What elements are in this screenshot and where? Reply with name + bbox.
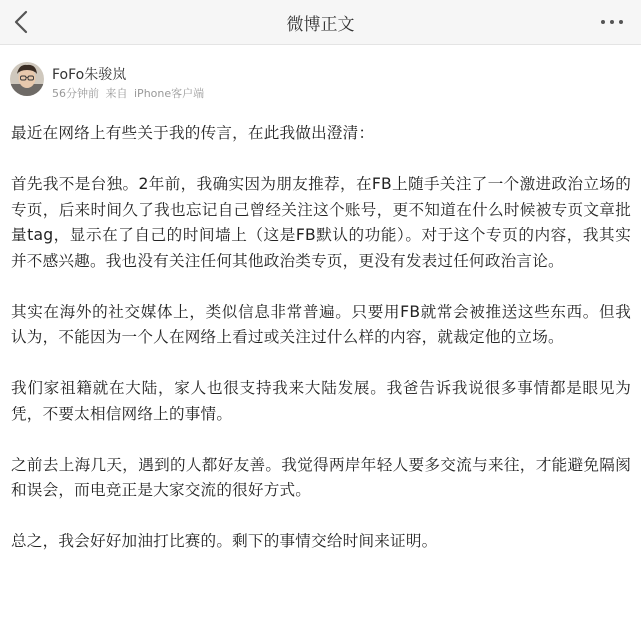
author-header [10, 62, 610, 102]
post-paragraph: 总之，我会好好加油打比赛的。剩下的事情交给时间来证明。 [11, 532, 438, 550]
avatar[interactable] [10, 62, 44, 96]
page-title: 微博正文 [286, 15, 355, 35]
post-time: 56分钟前 [52, 87, 99, 100]
post-paragraph: 其实在海外的社交媒体上，类似信息非常普遍。只要用FB就常会被推送这些东西。但我认为，不能因为一个人在网络上看过或关注过什么样的内容，就裁定他的立场。 [11, 302, 631, 346]
post-paragraph: 最近在网络上有些关于我的传言，在此我做出澄清： [11, 124, 375, 142]
more-dots-icon [597, 8, 627, 36]
user-avatar-icon [10, 62, 44, 96]
top-nav-bar [0, 0, 641, 45]
post-paragraph: 我们家祖籍就在大陆，家人也很支持我来大陆发展。我爸告诉我说很多事情都是眼见为凭，不要太相信网络上的事情。 [11, 379, 631, 423]
post-paragraph: 之前去上海几天，遇到的人都好友善。我觉得两岸年轻人要多交流与来往，才能避免隔阂和误会，而电竞正是大家交流的很好方式。 [11, 455, 631, 499]
post-source: iPhone客户端 [134, 87, 205, 100]
author-name[interactable]: FoFo朱骏岚 [52, 67, 127, 83]
more-button[interactable] [597, 8, 627, 36]
post-paragraph: 首先我不是台独。2年前，我确实因为朋友推荐，在FB上随手关注了一个激进政治立场的专页，后来时间久了我也忘记自己曾经关注这个账号，更不知道在什么时候被专页文章批量tag，显示在了自己的时间墙上（这是FB默认的功能）。对于这个专页的内容，我其实并不感兴趣。我也没有关注任何其他政治类专页，更没有发表过任何政治言论。 [11, 175, 631, 270]
post-meta [52, 85, 204, 101]
post-body [11, 121, 631, 580]
source-prefix: 来自 [105, 87, 128, 100]
